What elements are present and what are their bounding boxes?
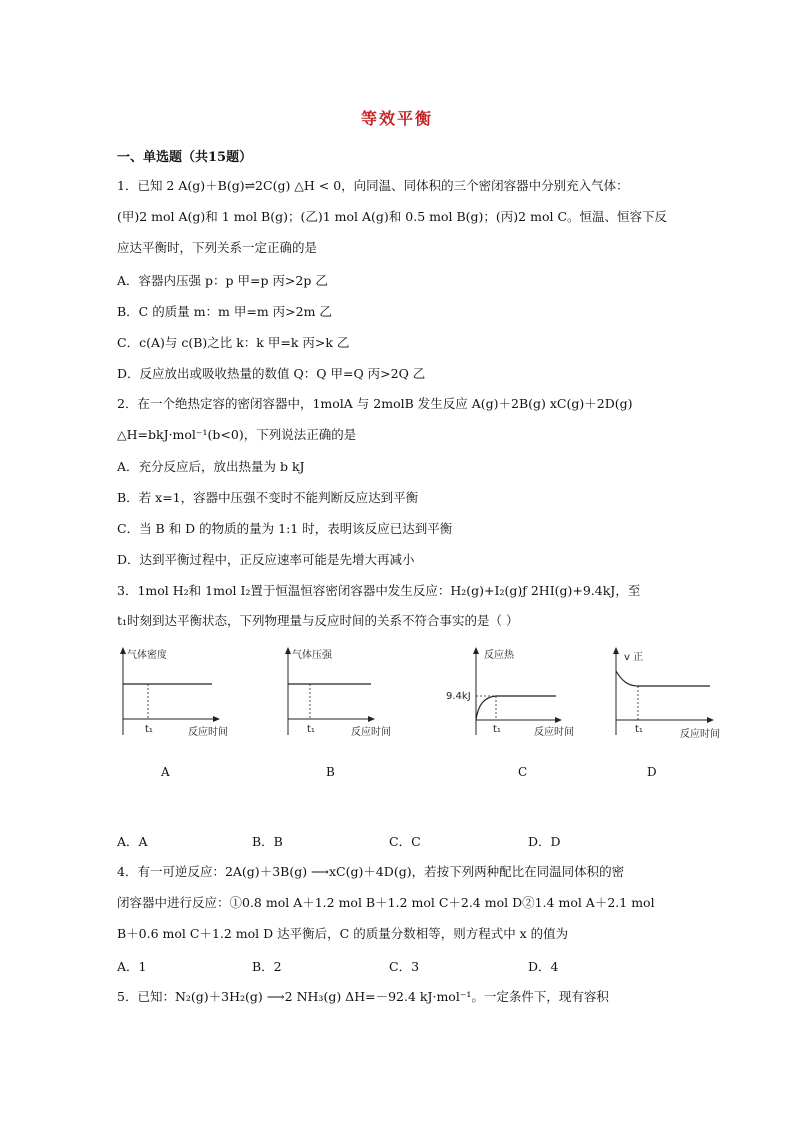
- graph-c: [446, 645, 590, 745]
- q1-line-1: 1．已知 2 A(g)＋B(g)⇌2C(g) △H < 0，向同温、同体积的三个密闭容器中分别充入气体：: [117, 178, 629, 193]
- y-axis-arrow: [613, 647, 619, 654]
- graph-c-value: 9.4kJ: [446, 691, 471, 702]
- q4-answer-b: B．2: [252, 959, 282, 974]
- q1-option-c: C．c(A)与 c(B)之比 k：k 甲=k 丙>k 乙: [117, 335, 350, 350]
- q4-line-2: 闭容器中进行反应：①0.8 mol A＋1.2 mol B＋1.2 mol C＋2.4 mol D②1.4 mol A＋2.1 mol: [117, 895, 655, 910]
- q4-line-1: 4．有一可逆反应：2A(g)＋3B(g) ⟶xC(g)＋4D(g)，若按下列两种配比在同温同体积的密: [117, 864, 625, 879]
- graph-d-xlabel: 反应时间: [680, 729, 720, 740]
- q4-answer-c: C．3: [389, 959, 420, 974]
- q2-option-d: D．达到平衡过程中，正反应速率可能是先增大再减小: [117, 552, 415, 567]
- graph-c-t1: t₁: [493, 724, 501, 735]
- page-title: 等效平衡: [360, 109, 433, 128]
- q1-option-d: D．反应放出或吸收热量的数值 Q：Q 甲=Q 丙>2Q 乙: [117, 366, 426, 381]
- q2-line-1: 2．在一个绝热定容的密闭容器中，1molA 与 2molB 发生反应 A(g)＋2B(g) xC(g)＋2D(g): [117, 396, 633, 411]
- graph-b-ylabel: 气体压强: [292, 650, 332, 661]
- q4-answer-d: D．4: [528, 959, 559, 974]
- q1-line-3: 应达平衡时，下列关系一定正确的是: [117, 240, 318, 255]
- graph-a-ylabel: 气体密度: [127, 650, 167, 661]
- section-heading: 一、单选题（共15题）: [117, 150, 253, 165]
- q1-line-2: (甲)2 mol A(g)和 1 mol B(g)；(乙)1 mol A(g)和 0.5 mol B(g)；(丙)2 mol C。恒温、恒容下反: [117, 209, 668, 224]
- q3-answer-b: B．B: [252, 834, 283, 849]
- graph-c-ylabel: 反应热: [484, 650, 514, 661]
- x-axis-arrow: [707, 717, 714, 723]
- q1-option-b: B．C 的质量 m：m 甲=m 丙>2m 乙: [117, 304, 332, 319]
- graph-a-letter: A: [161, 765, 170, 779]
- q3-answer-d: D．D: [528, 834, 561, 849]
- q3-line-2: t₁时刻到达平衡状态，下列物理量与反应时间的关系不符合事实的是（ ）: [117, 613, 519, 628]
- graph-a-t1: t₁: [145, 724, 153, 735]
- graph-c-letter: C: [518, 765, 528, 779]
- graph-d-letter: D: [647, 765, 657, 779]
- q2-line-2: △H=bkJ·mol⁻¹(b<0)，下列说法正确的是: [117, 427, 357, 442]
- q4-answer-a: A．1: [117, 959, 147, 974]
- q2-option-a: A．充分反应后，放出热量为 b kJ: [117, 459, 305, 474]
- graph-b-t1: t₁: [307, 724, 315, 735]
- q4-line-3: B＋0.6 mol C＋1.2 mol D 达平衡后，C 的质量分数相等，则方程式中 x 的值为: [117, 926, 569, 941]
- q1-option-a: A．容器内压强 p：p 甲=p 丙>2p 乙: [117, 273, 328, 288]
- graph-d-ylabel: v 正: [624, 652, 644, 663]
- x-axis-arrow: [213, 716, 220, 722]
- x-axis-arrow: [555, 717, 562, 723]
- graph-b-letter: B: [326, 765, 335, 779]
- q2-option-b: B．若 x=1，容器中压强不变时不能判断反应达到平衡: [117, 490, 419, 505]
- q2-option-c: C．当 B 和 D 的物质的量为 1:1 时，表明该反应已达到平衡: [117, 521, 453, 536]
- y-axis-arrow: [120, 647, 126, 654]
- y-axis-arrow: [473, 647, 479, 654]
- graph-b-xlabel: 反应时间: [351, 727, 391, 738]
- q5-line-1: 5．已知：N₂(g)＋3H₂(g) ⟶2 NH₃(g) ΔH=－92.4 kJ·mol⁻¹。一定条件下，现有容积: [117, 989, 609, 1004]
- q3-answer-c: C．C: [389, 834, 421, 849]
- graph-b: [283, 645, 403, 745]
- graph-a: [118, 645, 238, 745]
- q3-line-1: 3．1mol H₂和 1mol I₂置于恒温恒容密闭容器中发生反应：H₂(g)+I₂(g)ƒ 2HI(g)+9.4kJ，至: [117, 583, 641, 598]
- graph-d: [612, 645, 737, 745]
- q3-answer-a: A．A: [117, 834, 148, 849]
- graph-c-xlabel: 反应时间: [534, 727, 574, 738]
- graph-a-xlabel: 反应时间: [188, 727, 228, 738]
- graph-d-t1: t₁: [635, 724, 643, 735]
- x-axis-arrow: [368, 716, 375, 722]
- y-axis-arrow: [285, 647, 291, 654]
- rate-curve-fall: [616, 671, 638, 686]
- heat-curve-rise: [476, 696, 496, 720]
